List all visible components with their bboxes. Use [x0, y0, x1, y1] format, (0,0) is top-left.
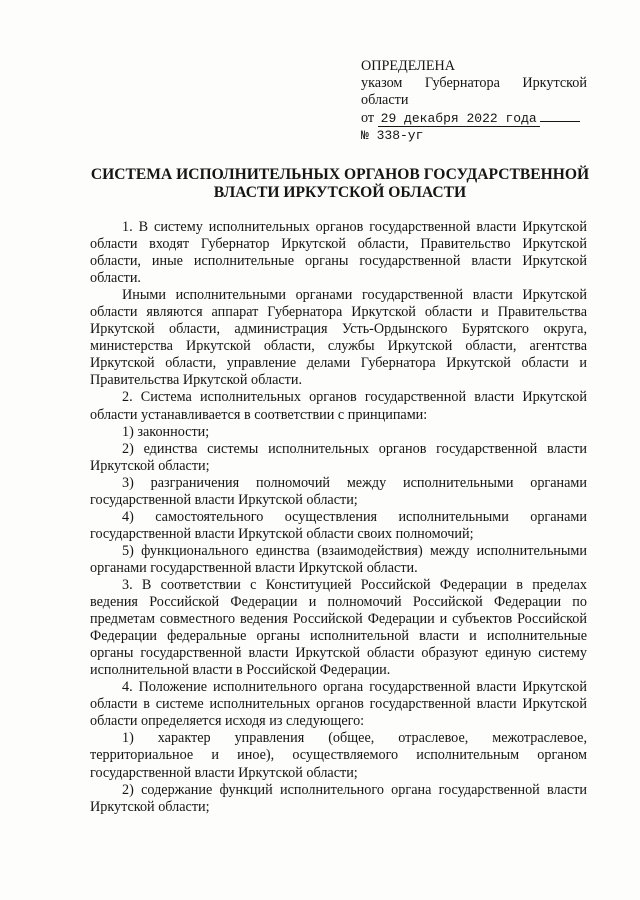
- approval-date: 29 декабря 2022 года: [378, 111, 540, 127]
- paragraph-1: 1. В систему исполнительных органов государственной власти Иркутской области входят Губернатор Иркутской области, Правительство Иркутской области, иные исполнительные органы государственной власти Иркутской области.: [90, 219, 587, 287]
- document-title: СИСТЕМА ИСПОЛНИТЕЛЬНЫХ ОРГАНОВ ГОСУДАРСТВЕННОЙ ВЛАСТИ ИРКУТСКОЙ ОБЛАСТИ: [90, 166, 590, 201]
- paragraph-2: Иными исполнительными органами государственной власти Иркутской области являются аппарат Губернатора Иркутской области и Правительства Иркутской области, администрация Усть-Ордынского Бурятского округа, министерства Иркутской области, службы Иркутской области, агентства Иркутской области, управление делами Губернатора Иркутской области и Правительства Иркутской области.: [90, 287, 587, 389]
- approval-date-prefix: от: [361, 110, 375, 126]
- paragraph-9: 3. В соответствии с Конституцией Российской Федерации в пределах ведения Российской Федерации и полномочий Российской Федерации по предметам совместного ведения Российской Федерации и субъектов Российской Федерации федеральные органы исполнительной власти и исполнительные органы государственной власти Иркутской области образуют единую систему исполнительной власти в Российской Федерации.: [90, 576, 587, 679]
- paragraph-6: 3) разграничения полномочий между исполнительными органами государственной власти Иркутской области;: [90, 474, 587, 508]
- paragraph-11: 1) характер управления (общее, отраслевое, межотраслевое, территориальное и иное), осуществляемого исполнительным органом государственной власти Иркутской области;: [90, 730, 587, 781]
- paragraph-4: 1) законности;: [122, 423, 210, 440]
- paragraph-7: 4) самостоятельного осуществления исполнительными органами государственной власти Иркутской области своих полномочий;: [90, 508, 587, 542]
- approval-date-blank: [540, 109, 580, 122]
- approval-number: № 338-уг: [361, 128, 424, 143]
- approval-stamp: [361, 58, 587, 144]
- paragraph-12: 2) содержание функций исполнительного органа государственной власти Иркутской области;: [90, 781, 587, 815]
- paragraph-8: 5) функционального единства (взаимодействия) между исполнительными органами государственной власти Иркутской области.: [90, 542, 587, 576]
- paragraph-10: 4. Положение исполнительного органа государственной власти Иркутской области в системе исполнительных органов государственной власти Иркутской области определяется исходя из следующего:: [90, 679, 587, 730]
- approval-heading: ОПРЕДЕЛЕНА: [361, 58, 455, 74]
- paragraph-3: 2. Система исполнительных органов государственной власти Иркутской области устанавливается в соответствии с принципами:: [90, 389, 587, 423]
- paragraph-5: 2) единства системы исполнительных органов государственной власти Иркутской области;: [90, 440, 587, 474]
- approval-decree-line: указом Губернатора Иркутской: [361, 75, 587, 91]
- approval-region-line: области: [361, 92, 409, 108]
- document-body: [90, 219, 587, 816]
- approval-date-line: [361, 109, 587, 127]
